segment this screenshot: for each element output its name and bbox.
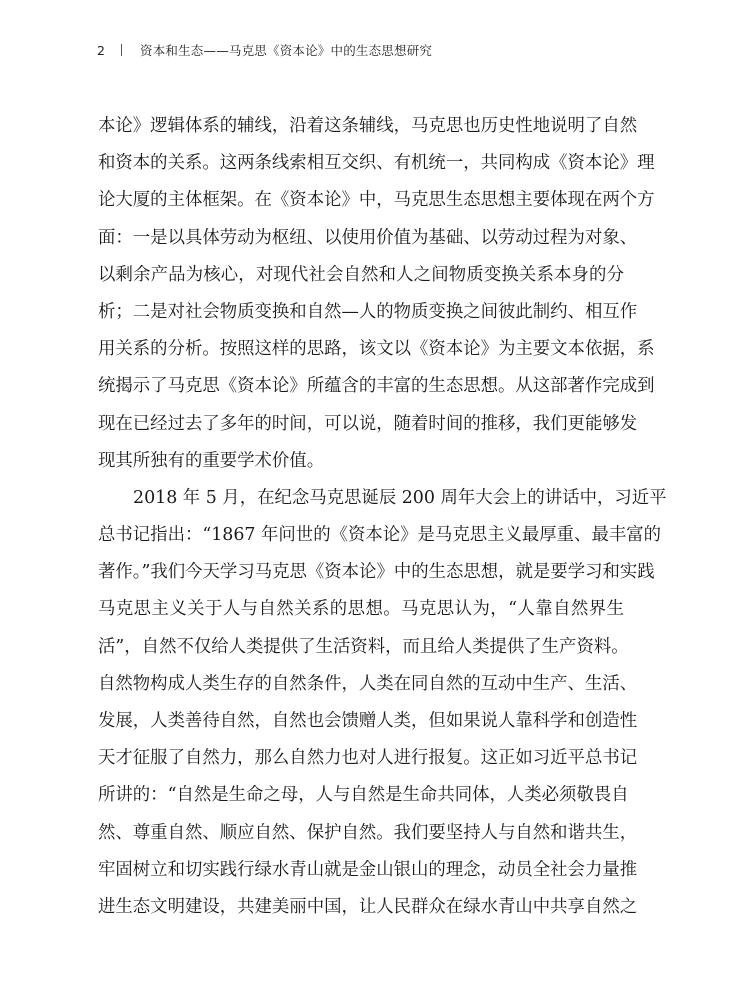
text-line: 用关系的分析。按照这样的思路，该文以《资本论》为主要文本依据，系	[98, 339, 655, 360]
text-line: 现其所独有的重要学术价值。	[98, 450, 325, 471]
text-line: 本论》逻辑体系的辅线，沿着这条辅线，马克思也历史性地说明了自然	[98, 116, 638, 136]
text-line: 面：一是以具体劳动为枢纽、以使用价值为基础、以劳动过程为对象、	[98, 227, 638, 248]
running-header	[97, 39, 432, 61]
text-line: 自然物构成人类生存的自然条件，人类在同自然的互动中生产、生活、	[98, 673, 638, 694]
text-line: 所讲的：“自然是生命之母，人与自然是生命共同体，人类必须敬畏自	[98, 785, 629, 806]
text-line: 2018 年 5 月，在纪念马克思诞辰 200 周年大会上的讲话中，习近平	[133, 487, 667, 508]
text-line: 进生态文明建设，共建美丽中国，让人民群众在绿水青山中共享自然之	[98, 896, 638, 917]
text-line: 活”，自然不仅给人类提供了生活资料，而且给人类提供了生产资料。	[98, 636, 629, 657]
text-line: 天才征服了自然力，那么自然力也对人进行报复。这正如习近平总书记	[98, 748, 638, 769]
page-number: 2	[97, 42, 105, 58]
text-line: 论大厦的主体框架。在《资本论》中，马克思生态思想主要体现在两个方	[98, 190, 655, 211]
header-divider	[121, 44, 122, 56]
running-title: 资本和生态——马克思《资本论》中的生态思想研究	[140, 43, 433, 58]
text-line: 以剩余产品为核心，对现代社会自然和人之间物质变换关系本身的分	[98, 264, 624, 285]
text-line: 现在已经过去了多年的时间，可以说，随着时间的推移，我们更能够发	[98, 413, 638, 434]
text-line: 然、尊重自然、顺应自然、保护自然。我们要坚持人与自然和谐共生，	[98, 822, 638, 843]
text-line: 析；二是对社会物质变换和自然—人的物质变换之间彼此制约、相互作	[98, 301, 638, 322]
text-line: 总书记指出：“1867 年问世的《资本论》是马克思主义最厚重、最丰富的	[98, 525, 662, 546]
text-line: 和资本的关系。这两条线索相互交织、有机统一，共同构成《资本论》理	[98, 153, 655, 174]
text-line: 发展，人类善待自然，自然也会馈赠人类，但如果说人靠科学和创造性	[98, 711, 638, 731]
text-line: 统揭示了马克思《资本论》所蕴含的丰富的生态思想。从这部著作完成到	[98, 376, 655, 397]
text-line: 著作。”我们今天学习马克思《资本论》中的生态思想，就是要学习和实践	[98, 562, 655, 583]
text-line: 牢固树立和切实践行绿水青山就是金山银山的理念，动员全社会力量推	[98, 859, 638, 880]
text-line: 马克思主义关于人与自然关系的思想。马克思认为，“人靠自然界生	[98, 599, 624, 620]
body-text	[98, 108, 667, 926]
